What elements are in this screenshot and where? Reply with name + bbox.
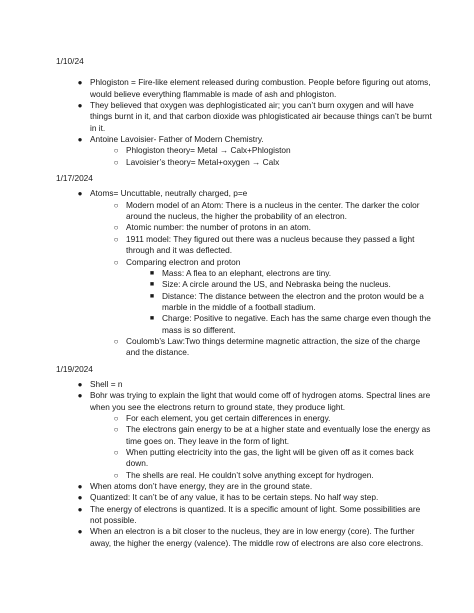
- list-item-text: They believed that oxygen was dephlogisticated air; you can’t burn oxygen and will have things burnt in it, and that carbon dioxide was phlogisticated air because things can’t be burnt in it.: [90, 100, 432, 133]
- section-date: 1/10/24: [56, 56, 84, 66]
- list-item-text: The electrons gain energy to be at a higher state and eventually lose the energy as time goes on. They leave in the form of light.: [126, 424, 431, 446]
- list-item: [144, 279, 434, 290]
- list-item-text: Lavoisier’s theory= Metal+oxygen → Calx: [126, 156, 280, 167]
- list-item-text: Comparing electron and proton: [126, 256, 241, 267]
- circle-bullet-icon: ○: [113, 470, 119, 480]
- list-item-text: Bohr was trying to explain the light that would come off of hydrogen atoms. Spectral lines are when you see the electrons return to ground state, they produce light.: [90, 390, 431, 412]
- disc-bullet-icon: ●: [77, 101, 83, 111]
- list-item: [108, 145, 434, 156]
- list-item-text: When atoms don’t have energy, they are in the ground state.: [90, 481, 313, 492]
- circle-bullet-icon: ○: [113, 146, 119, 156]
- square-bullet-icon: ■: [149, 315, 155, 323]
- square-bullet-icon: ■: [149, 292, 155, 300]
- circle-bullet-icon: ○: [113, 425, 119, 435]
- circle-bullet-icon: ○: [113, 448, 119, 457]
- list-item-text: Charge: Positive to negative. Each has the same charge even though the mass is so different.: [162, 313, 431, 335]
- disc-bullet-icon: ●: [77, 493, 83, 503]
- list-item: [108, 157, 434, 168]
- list-item: [144, 313, 434, 336]
- list-item: [72, 390, 434, 413]
- list-item-text: Modern model of an Atom: There is a nucleus in the center. The darker the color around the nucleus, the higher the probability of an electron.: [126, 199, 420, 222]
- list-item: [72, 526, 434, 549]
- list-item: [108, 234, 434, 257]
- list-item-text: Size: A circle around the US, and Nebraska being the nucleus.: [162, 279, 391, 290]
- list-item-text: Shell = n: [90, 378, 123, 389]
- list-item-text: Coulomb’s Law:Two things determine magnetic attraction, the size of the charge and the distance.: [126, 335, 421, 358]
- list-item-text: Distance: The distance between the electron and the proton would be a marble in the middle of a football stadium.: [162, 290, 424, 312]
- list-item-text: Phlogiston = Fire-like element released during combustion. People before figuring out atoms, would believe everything flammable is made of ash and phlogiston.: [90, 77, 431, 99]
- list-item-text: Atoms= Uncuttable, neutrally charged, p=e: [90, 188, 248, 199]
- list-item-text: 1911 model: They figured out there was a nucleus because they passed a light through and it was deflected.: [126, 233, 415, 256]
- section-1: [56, 56, 434, 168]
- section-3: [56, 364, 434, 550]
- section-2: [56, 173, 434, 359]
- list-item: [108, 200, 434, 223]
- circle-bullet-icon: ○: [113, 200, 119, 210]
- list-item: [108, 424, 434, 447]
- list-item: [72, 379, 434, 390]
- list-item: [72, 504, 434, 527]
- bullet-list: [56, 379, 434, 549]
- disc-bullet-icon: ●: [77, 527, 83, 537]
- list-item-text: Mass: A flea to an elephant, electrons are tiny.: [162, 267, 332, 278]
- list-item: [108, 447, 434, 470]
- list-item: [72, 481, 434, 492]
- disc-bullet-icon: ●: [77, 504, 83, 514]
- list-item-text: When an electron is a bit closer to the nucleus, they are in low energy (core). The further away, the higher the energy (valence). The middle row of electrons are also core electrons.: [90, 526, 424, 548]
- list-item: [72, 188, 434, 199]
- list-item: [72, 77, 434, 100]
- circle-bullet-icon: ○: [113, 336, 119, 346]
- square-bullet-icon: ■: [149, 269, 155, 277]
- list-item: [108, 336, 434, 359]
- disc-bullet-icon: ●: [77, 391, 83, 401]
- bullet-list: [56, 188, 434, 358]
- list-item-text: Antoine Lavoisier- Father of Modern Chemistry.: [90, 134, 264, 145]
- list-item-text: Quantized: It can’t be of any value, it has to be certain steps. No half way step.: [90, 492, 379, 503]
- list-item: [144, 268, 434, 279]
- disc-bullet-icon: ●: [77, 379, 83, 389]
- circle-bullet-icon: ○: [113, 234, 119, 244]
- list-item: [72, 492, 434, 503]
- square-bullet-icon: ■: [149, 281, 155, 289]
- list-item-text: Phlogiston theory= Metal → Calx+Phlogiston: [126, 145, 291, 156]
- list-item-text: The energy of electrons is quantized. It is a specific amount of light. Some possibilities are not possible.: [90, 503, 421, 526]
- list-item-text: Atomic number: the number of protons in an atom.: [126, 222, 311, 233]
- list-item: [108, 222, 434, 233]
- circle-bullet-icon: ○: [113, 223, 119, 233]
- section-date: 1/19/2024: [56, 363, 93, 374]
- list-item: [72, 134, 434, 145]
- disc-bullet-icon: ●: [77, 78, 83, 88]
- circle-bullet-icon: ○: [113, 413, 119, 423]
- list-item: [72, 100, 434, 134]
- list-item: [108, 470, 434, 481]
- list-item-text: For each element, you get certain differences in energy.: [126, 412, 331, 423]
- section-date: 1/17/2024: [56, 173, 93, 184]
- list-item: [108, 257, 434, 268]
- disc-bullet-icon: ●: [77, 482, 83, 492]
- circle-bullet-icon: ○: [113, 257, 119, 267]
- disc-bullet-icon: ●: [77, 189, 83, 199]
- list-item: [144, 291, 434, 314]
- list-item-text: The shells are real. He couldn’t solve anything except for hydrogen.: [126, 469, 374, 480]
- list-item-text: When putting electricity into the gas, the light will be given off as it comes back down.: [126, 447, 414, 469]
- disc-bullet-icon: ●: [77, 135, 83, 145]
- bullet-list: [56, 77, 434, 168]
- list-item: [108, 413, 434, 424]
- circle-bullet-icon: ○: [113, 157, 119, 167]
